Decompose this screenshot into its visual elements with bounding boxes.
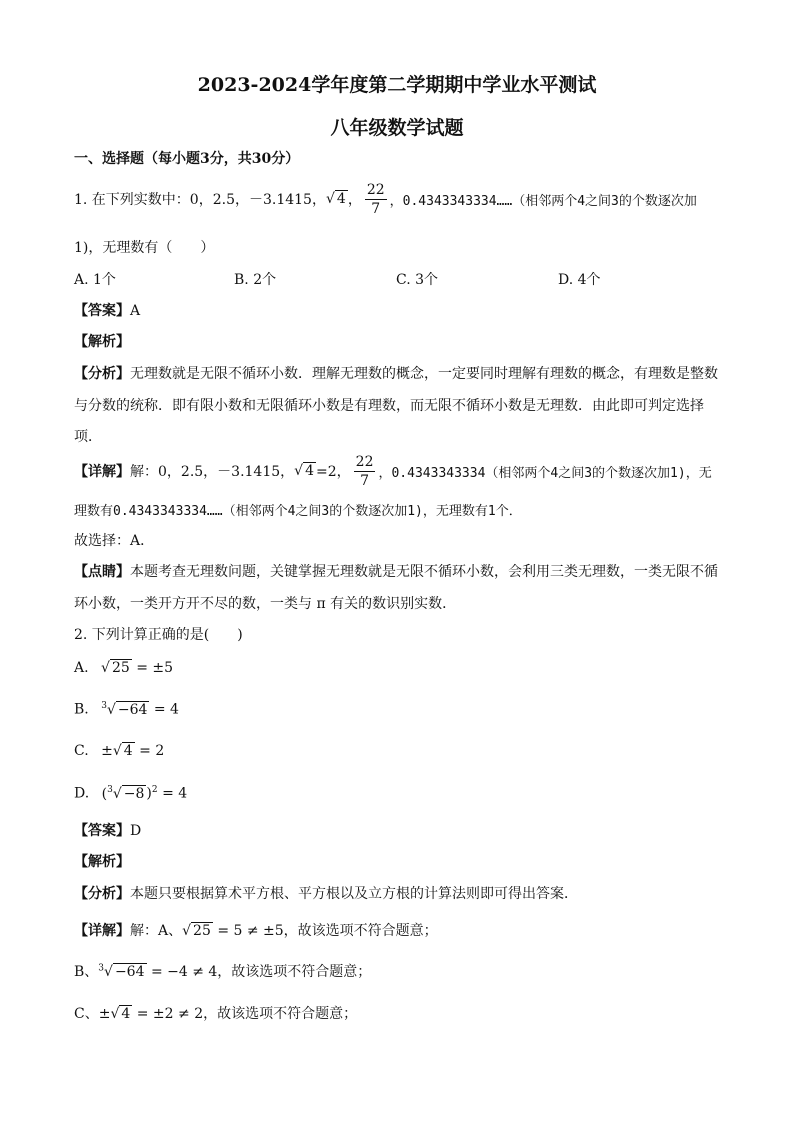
- exam-subtitle: 八年级数学试题: [330, 117, 464, 139]
- q1-detail-fraction: $\frac{22}{7}$: [355, 453, 374, 489]
- q1-fraction: $\frac{22}{7}$: [366, 181, 385, 217]
- section-heading: 一、选择题（每小题3分，共30分）: [74, 151, 300, 167]
- q1-fenxi-line2: 与分数的统称．即有限小数和无限循环小数是有理数，而无限不循环小数是无理数．由此即可判定选择: [74, 398, 704, 414]
- q2-detail-b: B、$^3$√ −64 = −4 ≠ 4，故该选项不符合题意；: [74, 963, 372, 980]
- q1-choose: 故选择：A．: [74, 533, 155, 549]
- q1-answer: 【答案】A: [74, 303, 141, 319]
- q1-detail-line1: 【详解】 解：0，2.5，－3.1415， √ 4 =2， $\frac{22}{7}$ ，0.4343343334（相邻两个4之间3的个数逐次加1)，无: [74, 453, 712, 489]
- q2-fenxi: 【分析】本题只要根据算术平方根、平方根以及立方根的计算法则即可得出答案．: [74, 886, 578, 902]
- q2-detail-a: 【详解】解：A、√ 25 = 5 ≠ ±5，故该选项不符合题意；: [74, 923, 438, 939]
- q1-tail: ，0.4343343334……（相邻两个4之间3的个数逐次加: [389, 193, 697, 209]
- q2-option-d: D. ($^3$√ −8 )$^2$ = 4: [74, 785, 188, 802]
- q2-option-c: C. ±√ 4 = 2: [74, 743, 165, 759]
- q1-stem-line1: 1. 在下列实数中：0，2.5，－3.1415， √ 4 ， $\frac{22}{7}$ ，0.4343343334……（相邻两个4之间3的个数逐次加: [74, 181, 697, 217]
- q2-detail-c: C、±√ 4 = ±2 ≠ 2，故该选项不符合题意；: [74, 1006, 358, 1022]
- q1-option-a: A. 1个: [74, 272, 116, 288]
- q2-answer: 【答案】D: [74, 823, 142, 839]
- q1-option-d: D. 4个: [558, 272, 601, 288]
- q2-option-b: B. $^3$√ −64 = 4: [74, 701, 179, 718]
- q2-stem: 2. 下列计算正确的是( ): [74, 627, 243, 643]
- q1-detail-line2: 理数有0.4343343334……（相邻两个4之间3的个数逐次加1)，无理数有1个．: [74, 504, 522, 519]
- q1-dianjing-line1: 【点睛】本题考查无理数问题，关键掌握无理数就是无限不循环小数，会利用三类无理数，一类无限不循: [74, 564, 718, 580]
- q1-stem-line2: 1)，无理数有（ ）: [74, 240, 215, 256]
- exam-title: 2023-2024学年度第二学期期中学业水平测试: [197, 74, 597, 96]
- q1-detail-sqrt: √ 4: [294, 463, 315, 479]
- q2-analysis-label: 【解析】: [74, 854, 130, 870]
- q1-fenxi-line1: 【分析】无理数就是无限不循环小数．理解无理数的概念，一定要同时理解有理数的概念，有理数是整数: [74, 366, 718, 382]
- q1-sqrt: √ 4: [325, 191, 346, 207]
- q2-option-a: A. √ 25 = ±5: [74, 660, 174, 676]
- q1-option-c: C. 3个: [396, 272, 439, 288]
- q1-dianjing-line2: 环小数，一类开方开不尽的数，一类与 π 有关的数识别实数．: [74, 596, 457, 612]
- q1-fenxi-line3: 项．: [74, 429, 102, 445]
- q1-option-b: B. 2个: [234, 272, 277, 288]
- q1-analysis-label: 【解析】: [74, 334, 130, 350]
- q1-prefix: 1. 在下列实数中：0，2.5，－3.1415，: [74, 192, 326, 208]
